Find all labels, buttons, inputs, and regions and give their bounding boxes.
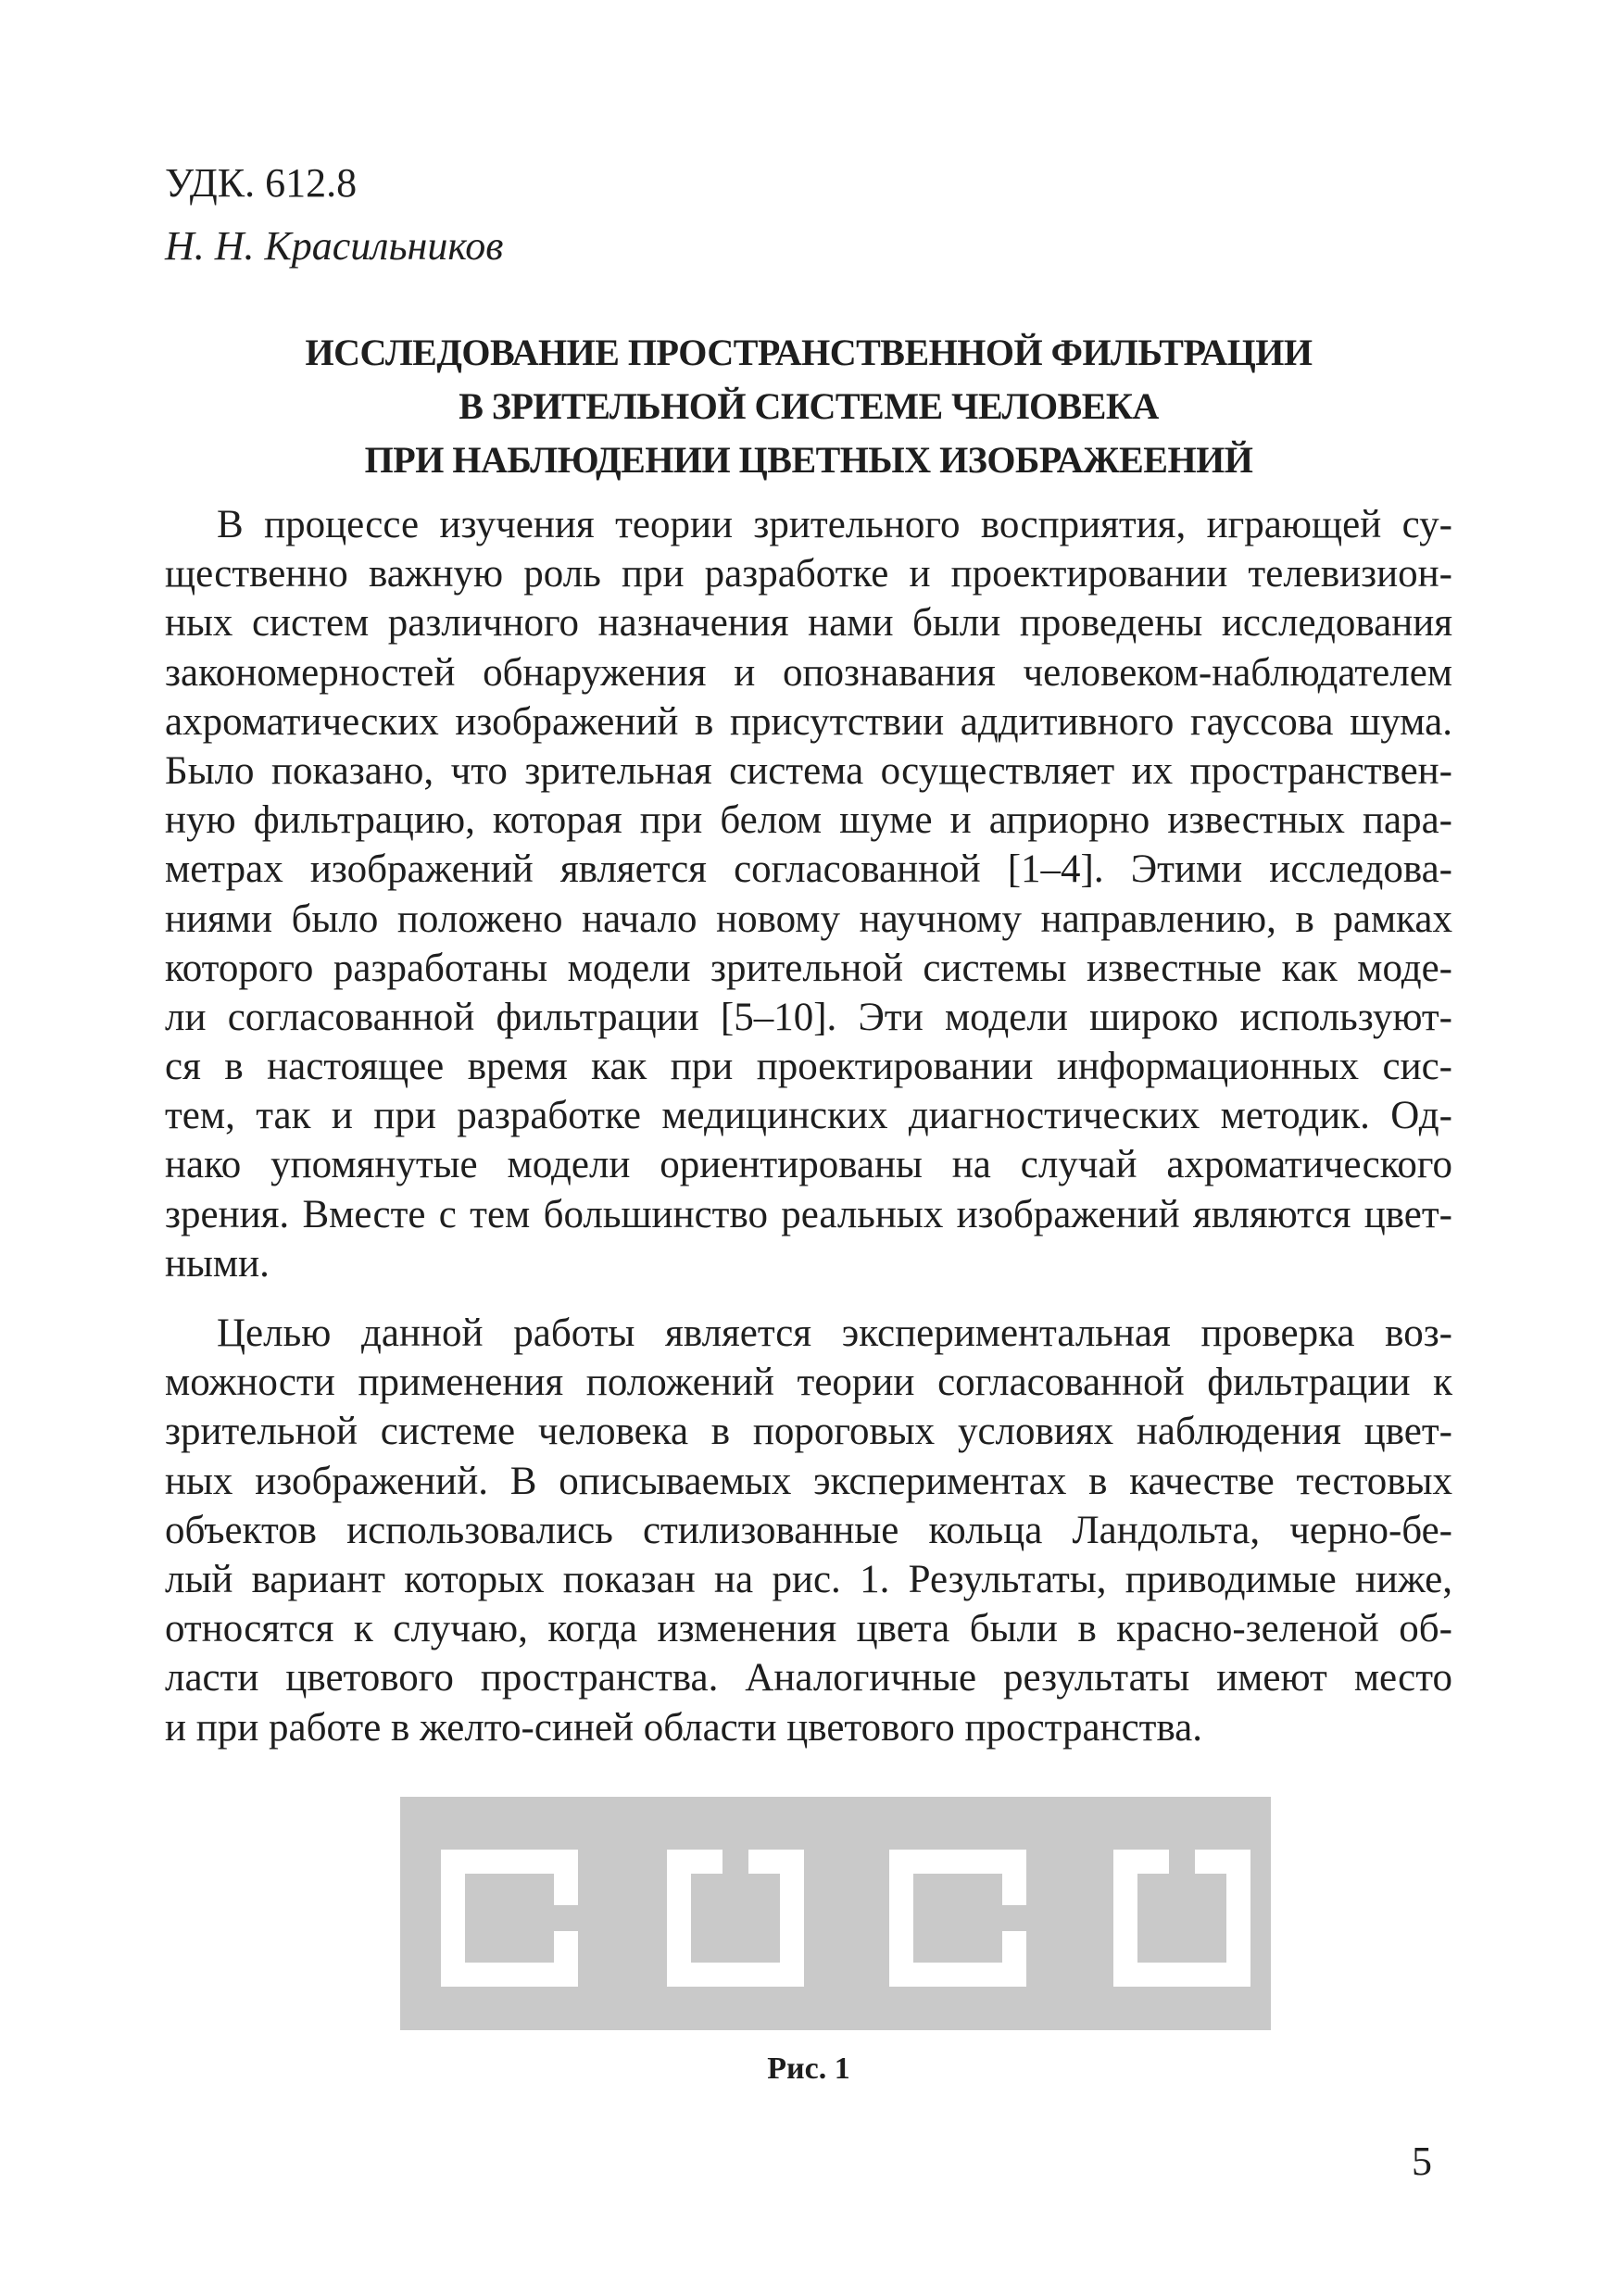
- text-line: Целью данной работы является экспериментальная проверка воз-: [217, 1311, 1452, 1355]
- figure-caption: Рис. 1: [767, 2051, 850, 2086]
- text-line: можности применения положений теории согласованной фильтрации к: [165, 1361, 1452, 1405]
- text-line: зрения. Вместе с тем большинство реальных изображений являются цвет-: [165, 1192, 1452, 1236]
- article-body: [165, 500, 1452, 1773]
- text-line: тем, так и при разработке медицинских диагностических методик. Од-: [165, 1094, 1452, 1138]
- text-line: ную фильтрацию, которая при белом шуме и априорно известных пара-: [165, 798, 1452, 843]
- landolt-ring-gap-top: [1113, 1850, 1250, 1987]
- text-line: и при работе в желто-синей области цветового пространства.: [165, 1705, 1203, 1750]
- text-line: лый вариант которых показан на рис. 1. Результаты, приводимые ниже,: [165, 1557, 1452, 1601]
- ring-gap: [1169, 1850, 1195, 1874]
- text-line: щественно важную роль при разработке и проектировании телевизион-: [165, 552, 1452, 596]
- text-line: ласти цветового пространства. Аналогичные результаты имеют место: [165, 1656, 1452, 1700]
- ring-gap: [554, 1905, 578, 1931]
- text-line: метрах изображений является согласованной [1–4]. Этими исследова-: [165, 847, 1452, 892]
- title-line: В ЗРИТЕЛЬНОЙ СИСТЕМЕ ЧЕЛОВЕКА: [459, 385, 1159, 427]
- text-line: ных изображений. В описываемых экспериментах в качестве тестовых: [165, 1459, 1452, 1503]
- text-line: ся в настоящее время как при проектировании информационных сис-: [165, 1045, 1452, 1089]
- document-page: [165, 0, 1452, 2296]
- figure-landolt-rings: [400, 1797, 1271, 2030]
- text-line: ахроматических изображений в присутствии аддитивного гауссова шума.: [165, 699, 1452, 744]
- ring-gap: [1002, 1905, 1026, 1931]
- text-line: ниями было положено начало новому научному направлению, в рамках: [165, 897, 1452, 941]
- text-line: ными.: [165, 1241, 270, 1286]
- page-number: 5: [1412, 2139, 1432, 2184]
- text-line: относятся к случаю, когда изменения цвета были в красно-зеленой об-: [165, 1607, 1452, 1651]
- paragraph-1: [165, 500, 1452, 1288]
- ring-gap: [723, 1850, 748, 1874]
- landolt-ring-gap-top: [667, 1850, 804, 1987]
- text-line: В процессе изучения теории зрительного восприятия, играющей су-: [217, 503, 1452, 546]
- text-line: ных систем различного назначения нами были проведены исследования: [165, 601, 1452, 646]
- text-line: закономерностей обнаружения и опознавания человеком-наблюдателем: [165, 650, 1452, 695]
- landolt-ring-gap-right: [889, 1850, 1026, 1987]
- text-line: которого разработаны модели зрительной системы известные как моде-: [165, 946, 1452, 990]
- title-line: ИССЛЕДОВАНИЕ ПРОСТРАНСТВЕННОЙ ФИЛЬТРАЦИИ: [305, 332, 1313, 373]
- article-title: [165, 326, 1452, 487]
- text-line: Было показано, что зрительная система осуществляет их пространствен-: [165, 748, 1452, 793]
- text-line: нако упомянутые модели ориентированы на случай ахроматического: [165, 1143, 1452, 1187]
- text-line: зрительной системе человека в пороговых условиях наблюдения цвет-: [165, 1410, 1452, 1454]
- text-line: ли согласованной фильтрации [5–10]. Эти модели широко используют-: [165, 995, 1452, 1039]
- udk-code: УДК. 612.8: [165, 160, 358, 206]
- author-name: Н. Н. Красильников: [165, 223, 504, 269]
- paragraph-2: [165, 1309, 1452, 1752]
- landolt-ring-gap-right: [441, 1850, 578, 1987]
- title-line: ПРИ НАБЛЮДЕНИИ ЦВЕТНЫХ ИЗОБРАЖЕЕНИЙ: [364, 439, 1253, 481]
- text-line: объектов использовались стилизованные кольца Ландольта, черно-бе-: [165, 1508, 1452, 1552]
